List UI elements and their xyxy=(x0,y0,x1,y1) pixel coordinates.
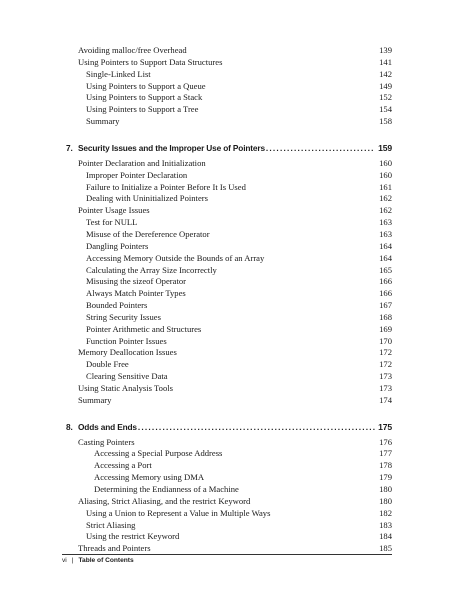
toc-entry-title: Misuse of the Dereference Operator xyxy=(86,228,210,239)
toc-chapter-8[interactable] xyxy=(66,420,392,434)
toc-entry[interactable] xyxy=(66,193,392,205)
toc-section-chapter7 xyxy=(66,158,392,407)
chapter-page: 159 xyxy=(378,142,392,153)
toc-entry-title: Dangling Pointers xyxy=(86,240,149,251)
toc-entry[interactable] xyxy=(66,45,392,57)
toc-entry-title: Summary xyxy=(86,116,120,127)
toc-entry-page: 170 xyxy=(379,335,392,346)
table-of-contents xyxy=(66,45,392,555)
toc-entry-page: 163 xyxy=(379,228,392,239)
footer-rule xyxy=(62,554,392,555)
toc-section-chapter6-tail xyxy=(66,45,392,128)
toc-entry-title: Failure to Initialize a Pointer Before It Is Used xyxy=(86,181,246,192)
toc-entry[interactable] xyxy=(66,229,392,241)
toc-entry-page: 178 xyxy=(379,460,392,471)
toc-entry[interactable] xyxy=(66,170,392,182)
toc-entry-title: Casting Pointers xyxy=(78,436,135,447)
toc-entry-page: 165 xyxy=(379,264,392,275)
toc-entry-page: 180 xyxy=(379,484,392,494)
toc-entry[interactable] xyxy=(66,300,392,312)
toc-entry[interactable] xyxy=(66,288,392,300)
toc-entry[interactable] xyxy=(66,217,392,229)
toc-entry[interactable] xyxy=(66,182,392,194)
toc-entry-page: 162 xyxy=(379,205,392,216)
toc-entry-title: Using Pointers to Support a Queue xyxy=(86,80,206,91)
toc-entry-title: Pointer Usage Issues xyxy=(78,205,150,216)
toc-entry-title: Improper Pointer Declaration xyxy=(86,169,188,180)
toc-entry-page: 172 xyxy=(379,359,392,370)
toc-entry-page: 185 xyxy=(379,543,392,554)
toc-entry[interactable] xyxy=(66,336,392,348)
toc-entry-page: 161 xyxy=(379,181,392,192)
toc-entry-page: 158 xyxy=(379,116,392,127)
toc-entry-title: Pointer Arithmetic and Structures xyxy=(86,323,202,334)
toc-entry-page: 173 xyxy=(379,382,392,393)
toc-entry[interactable] xyxy=(66,531,392,543)
chapter-number: 8. xyxy=(66,421,73,432)
toc-entry-title: Threads and Pointers xyxy=(78,543,151,554)
footer-title: Table of Contents xyxy=(78,557,134,564)
page-footer xyxy=(62,556,134,566)
toc-entry[interactable] xyxy=(66,312,392,324)
toc-entry-page: 162 xyxy=(379,193,392,204)
toc-entry[interactable] xyxy=(66,520,392,532)
toc-entry[interactable] xyxy=(66,276,392,288)
toc-entry-title: Using Pointers to Support Data Structures xyxy=(78,56,223,67)
toc-entry-page: 179 xyxy=(379,472,392,483)
toc-entry[interactable] xyxy=(66,508,392,520)
toc-entry-page: 172 xyxy=(379,347,392,358)
footer-separator: | xyxy=(71,557,74,564)
toc-entry-page: 164 xyxy=(379,240,392,251)
toc-entry-title: Using the restrict Keyword xyxy=(86,531,180,542)
toc-entry-title: Bounded Pointers xyxy=(86,300,148,311)
toc-entry-page: 168 xyxy=(379,311,392,322)
toc-entry-title: Determining the Endianness of a Machine xyxy=(94,484,239,494)
toc-entry-page: 184 xyxy=(379,531,392,542)
toc-entry-page: 154 xyxy=(379,104,392,115)
chapter-title: Odds and Ends xyxy=(78,421,137,432)
toc-entry-title: Dealing with Uninitialized Pointers xyxy=(86,193,208,204)
toc-entry[interactable] xyxy=(66,383,392,395)
toc-entry-page: 141 xyxy=(379,56,392,67)
toc-entry-page: 183 xyxy=(379,519,392,530)
toc-entry-page: 182 xyxy=(379,507,392,518)
toc-entry[interactable] xyxy=(66,116,392,128)
toc-entry[interactable] xyxy=(66,265,392,277)
toc-entry-page: 160 xyxy=(379,157,392,168)
toc-entry-title: Accessing a Special Purpose Address xyxy=(94,448,223,459)
toc-entry-title: Summary xyxy=(78,394,112,405)
toc-entry-page: 174 xyxy=(379,394,392,405)
toc-entry-title: Single-Linked List xyxy=(86,68,151,79)
toc-entry-title: Always Match Pointer Types xyxy=(86,288,186,299)
toc-entry-title: Using a Union to Represent a Value in Multiple Ways xyxy=(86,507,271,518)
toc-entry-page: 177 xyxy=(379,448,392,459)
toc-entry[interactable] xyxy=(66,395,392,407)
toc-entry[interactable] xyxy=(66,324,392,336)
toc-entry-page: 176 xyxy=(379,436,392,447)
toc-entry-page: 169 xyxy=(379,323,392,334)
toc-entry-title: Using Static Analysis Tools xyxy=(78,382,173,393)
toc-entry-title: Misusing the sizeof Operator xyxy=(86,276,186,287)
toc-entry-title: Double Free xyxy=(86,359,129,370)
toc-entry-page: 142 xyxy=(379,68,392,79)
toc-entry-title: Function Pointer Issues xyxy=(86,335,167,346)
toc-entry-title: Memory Deallocation Issues xyxy=(78,347,177,358)
toc-entry-title: Pointer Declaration and Initialization xyxy=(78,157,206,168)
toc-entry-page: 152 xyxy=(379,92,392,103)
toc-entry-title: Avoiding malloc/free Overhead xyxy=(78,45,187,55)
toc-entry-title: Accessing a Port xyxy=(94,460,152,471)
toc-entry[interactable] xyxy=(66,104,392,116)
toc-entry[interactable] xyxy=(66,158,392,170)
toc-entry-page: 167 xyxy=(379,300,392,311)
toc-entry-title: String Security Issues xyxy=(86,311,161,322)
toc-entry-title: Using Pointers to Support a Stack xyxy=(86,92,203,103)
toc-section-chapter8 xyxy=(66,437,392,555)
chapter-number: 7. xyxy=(66,142,73,153)
chapter-page: 175 xyxy=(378,421,392,432)
toc-entry[interactable] xyxy=(66,371,392,383)
toc-entry-title: Clearing Sensitive Data xyxy=(86,371,168,382)
toc-entry-page: 164 xyxy=(379,252,392,263)
toc-entry[interactable] xyxy=(66,241,392,253)
toc-entry-page: 160 xyxy=(379,169,392,180)
toc-entry-page: 139 xyxy=(379,45,392,55)
toc-entry[interactable] xyxy=(66,205,392,217)
toc-entry-title: Aliasing, Strict Aliasing, and the restrict Keyword xyxy=(78,495,251,506)
toc-entry[interactable] xyxy=(66,484,392,496)
footer-page-number: vi xyxy=(62,557,67,564)
toc-entry[interactable] xyxy=(66,253,392,265)
toc-entry[interactable] xyxy=(66,472,392,484)
dot-leader xyxy=(266,141,375,155)
toc-entry-title: Strict Aliasing xyxy=(86,519,136,530)
toc-entry-title: Calculating the Array Size Incorrectly xyxy=(86,264,217,275)
toc-entry[interactable] xyxy=(66,496,392,508)
toc-entry-title: Accessing Memory using DMA xyxy=(94,472,205,483)
toc-entry[interactable] xyxy=(66,359,392,371)
toc-entry-title: Using Pointers to Support a Tree xyxy=(86,104,199,115)
toc-entry[interactable] xyxy=(66,437,392,449)
toc-entry-page: 163 xyxy=(379,217,392,228)
toc-entry-page: 166 xyxy=(379,276,392,287)
toc-chapter-7[interactable] xyxy=(66,141,392,155)
toc-entry[interactable] xyxy=(66,57,392,69)
toc-entry-title: Test for NULL xyxy=(86,217,138,228)
toc-entry-page: 166 xyxy=(379,288,392,299)
toc-entry[interactable] xyxy=(66,92,392,104)
toc-entry[interactable] xyxy=(66,460,392,472)
toc-entry[interactable] xyxy=(66,448,392,460)
toc-entry-page: 149 xyxy=(379,80,392,91)
toc-entry[interactable] xyxy=(66,69,392,81)
toc-entry-page: 173 xyxy=(379,371,392,382)
toc-entry[interactable] xyxy=(66,347,392,359)
dot-leader xyxy=(138,420,375,434)
chapter-title: Security Issues and the Improper Use of Pointers xyxy=(78,142,265,153)
toc-entry-page: 180 xyxy=(379,495,392,506)
toc-entry-title: Accessing Memory Outside the Bounds of an Array xyxy=(86,252,265,263)
toc-entry[interactable] xyxy=(66,81,392,93)
